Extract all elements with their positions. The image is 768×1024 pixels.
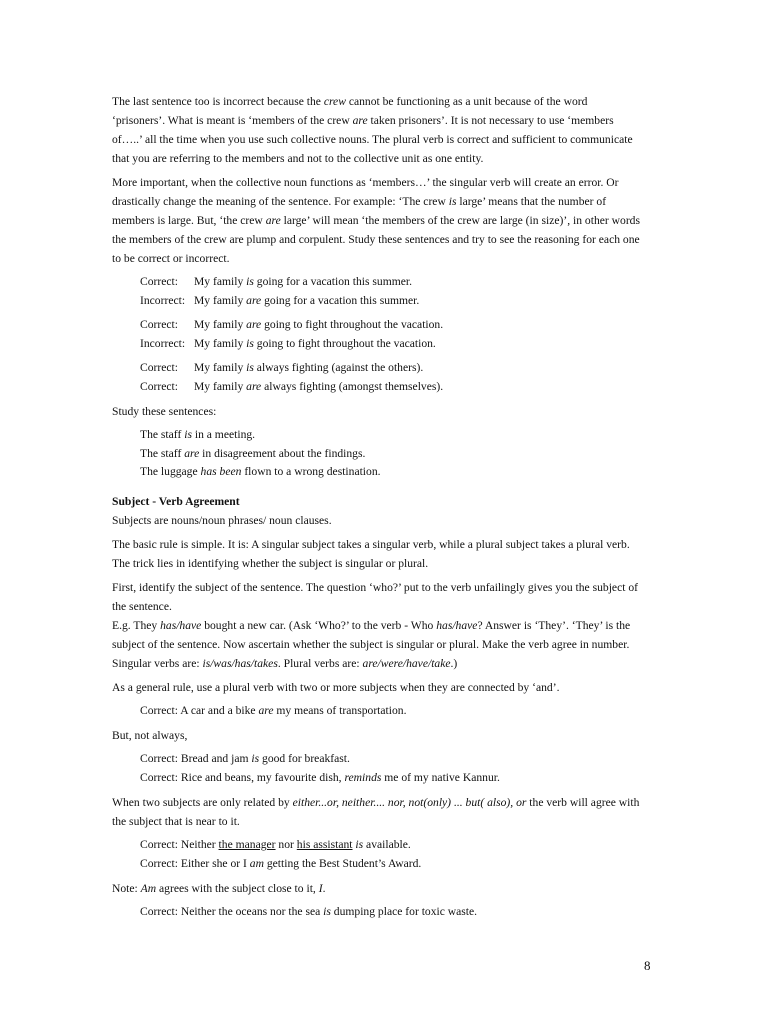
- section-subtitle: Subjects are nouns/noun phrases/ noun clauses.: [112, 513, 332, 527]
- study-label: Study these sentences:: [112, 405, 217, 418]
- example-row: Correct: My family is going for a vacation this summer.: [140, 275, 413, 288]
- example-row: Correct: My family are always fighting (amongst themselves).: [140, 379, 444, 393]
- example-row: Incorrect: My family are going for a vacation this summer.: [140, 293, 420, 307]
- but-not-always: But, not always,: [112, 729, 188, 742]
- example-line: Correct: A car and a bike are my means of transportation.: [140, 703, 407, 717]
- paragraph-identify-subject: First, identify the subject of the sentence. The question ‘who?’ put to the verb unfailingly gives you the subject of the sentence.: [112, 580, 638, 613]
- example-line: Correct: Rice and beans, my favourite dish, reminds me of my native Kannur.: [140, 770, 500, 784]
- example-group-family: [112, 273, 642, 396]
- section-heading: Subject - Verb Agreement: [112, 494, 240, 508]
- example-line: Correct: Neither the manager nor his assistant is available.: [140, 838, 411, 851]
- paragraph-general-rule: As a general rule, use a plural verb with two or more subjects when they are connected by ‘and’.: [112, 680, 560, 694]
- paragraph-example-they: E.g. They has/have bought a new car. (Ask ‘Who?’ to the verb - Who has/have? Answer is ‘They’. ‘They’ is the subject of the sentence. Now ascertain whether the subject is singular or plural. Make the verb agree in number. Singular verbs are: is/was/has/takes. Plural verbs are: are/were/have/take.): [112, 618, 631, 670]
- example-line: The staff are in disagreement about the findings.: [140, 446, 366, 460]
- example-line: Correct: Either she or I am getting the Best Student’s Award.: [140, 856, 422, 870]
- example-line: The staff is in a meeting.: [140, 428, 256, 441]
- paragraph-singular-verb-error: More important, when the collective noun functions as ‘members…’ the singular verb will create an error. Or drastically change the meaning of the sentence. For example: ‘The crew is large’ means that the number of members is large. But, ‘the crew are large’ will mean ‘the members of the crew are large (in size)’, in other words the members of the crew are plump and corpulent. Study these sentences and try to see the reasoning for each one to be correct or incorrect.: [112, 176, 640, 265]
- example-line: Correct: Bread and jam is good for breakfast.: [140, 752, 350, 765]
- example-row: Incorrect: My family is going to fight throughout the vacation.: [140, 336, 436, 350]
- example-line: The luggage has been flown to a wrong destination.: [140, 465, 381, 478]
- example-row: Correct: My family is always fighting (against the others).: [140, 361, 424, 374]
- example-group-bread: [112, 750, 642, 787]
- example-group-neither: [112, 836, 642, 873]
- paragraph-either-or: When two subjects are only related by either...or, neither.... nor, not(only) ... but( also), or the verb will agree with the subject that is near to it.: [112, 796, 640, 828]
- example-group-staff: [112, 426, 642, 482]
- paragraph-collective-crew: The last sentence too is incorrect because the crew cannot be functioning as a unit because of the word ‘prisoners’. What is meant is ‘members of the crew are taken prisoners’. It is not necessary to use ‘members of…..’ all the time when you use such collective nouns. The plural verb is correct and sufficient to communicate that you are referring to the members and not to the collective unit as one entity.: [112, 95, 633, 165]
- page-number: 8: [644, 958, 651, 973]
- example-line: Correct: Neither the oceans nor the sea is dumping place for toxic waste.: [140, 905, 478, 918]
- example-row: Correct: My family are going to fight throughout the vacation.: [140, 318, 444, 331]
- page-content: [112, 92, 642, 922]
- paragraph-basic-rule: The basic rule is simple. It is: A singular subject takes a singular verb, while a plural subject takes a plural verb. The trick lies in identifying whether the subject is singular or plural.: [112, 537, 630, 570]
- note-line: Note: Am agrees with the subject close to it, I.: [112, 882, 326, 895]
